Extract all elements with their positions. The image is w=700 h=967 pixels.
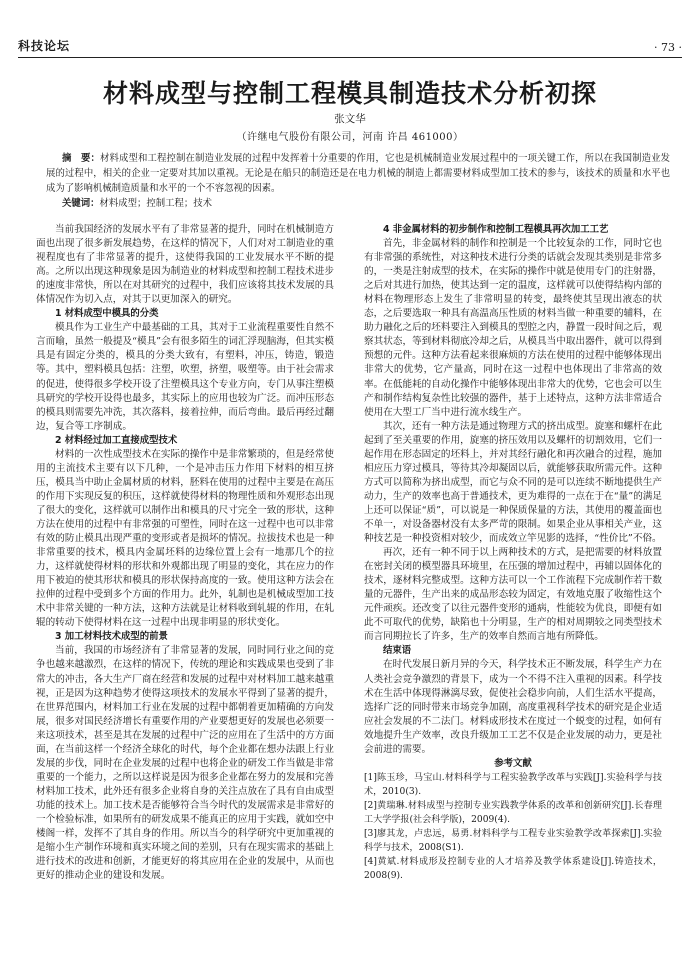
conclusion-paragraph: 在时代发展日新月异的今天，科学技术正不断发展，科学生产力在人类社会竞争激烈的背景下，成为一个不得不注入重视的因素。科学技术在生活中体现得淋漓尽致，促使社会稳步向前，人们生活水平提高，选择广泛的同时带来市场竞争加剧，高度重视科学技术的研究是企业适应社会发展的不二法门。材料成形技术在度过一个蜕变的过程，如何有效地提升生产效率，改良升级加工工艺不仅是企业发展的动力，更是社会前进的需要。 <box>364 659 662 755</box>
keywords-text: 材料成型；控制工程；技术 <box>99 198 213 209</box>
reference-item: [3]廖其龙，卢忠远，易勇.材料科学与工程专业实验教学改革探索[J].实验科学与技术，2008(S1). <box>364 829 662 854</box>
reference-list <box>364 771 662 883</box>
author: 张文华 <box>334 113 366 125</box>
page-number: · 73 · <box>654 41 682 54</box>
reference-item: [1]陈玉珍，马宝山.材料科学与工程实验教学改革与实践[J].实验科学与技术，2010(3). <box>364 772 662 797</box>
abstract-label: 摘 要： <box>62 153 101 164</box>
section-3-heading: 3 加工材料技术成型的前景 <box>55 631 168 643</box>
intro-paragraph: 当前我国经济的发展水平有了非常显著的提升，同时在机械制造方面也出现了很多新发展趋势，在这样的情况下，人们对对工制造业的重视程度也有了非常显著的提升，这使得我国的工业发展水平不断的提高。之所以出现这种现象是因为制造业的材料成型和控制工程技术进步的速度非常快，所以在对其研究的过程中，我们应该将其技术发展的具体情况作为切入点，对其于以更加深入的研究。 <box>36 224 334 306</box>
left-column <box>36 223 334 883</box>
keywords-label: 关键词： <box>62 198 100 209</box>
section-4-paragraph-1: 首先，非金属材料的制作和控制是一个比较复杂的工作，同时它也有非常强的系统性，对这种技术进行分类的话就会发现其类别是非常多的，一类是注射成型的技术，在实际的操作中就是使用专门的注射器，之后对其进行加热，使其达到一定的温度，这样就可以使得结构内部的材料在物理形态上发生了非常明显的转变，最终使其呈现出液态的状态，之后要选取一种具有高温高压性质的材料当做一种重要的辅料，在助力融化之后的坯料要注入到模具的型腔之内，静置一段时间之后，观察其状态，等到材料彻底冷却之后，从模具当中取出器件，就可以得到预想的元件。这种方法看起来很麻烦的方法在使用的过程中能够体现出非常大的优势，它产量高，同时在这一过程中也体现出了非常高的效率。在低能耗的自动化操作中能够体现出非常大的优势，它也会可以生产和制作结构复杂性比较强的器件，基于上述特点，这种方法非常适合使用在大型工厂当中进行流水线生产。 <box>364 238 662 418</box>
keywords <box>62 197 670 211</box>
right-column <box>364 223 662 883</box>
section-1-paragraph: 模具作为工业生产中最基础的工具，其对于工业流程重要性自然不言而喻，虽然一般提及“模具”会有很多陌生的词汇浮现脑海，但其实模具是有固定分类的，模具的分类大致有，有塑料，冲压，铸造，锻造等。其中，塑料模具包括：注塑，吹塑，挤塑，吸塑等。由于社会需求的促进，使得很多学校开设了注塑模具这个专业方向，专门从事注塑模具研究的学校开设得也最多，其实际上的应用也较为广泛。而冲压形态的模具则需要先冲洗，其次落料，接着拉伸，而后弯曲。最后再经过翻边，复合等工序制成。 <box>36 322 334 432</box>
section-2-paragraph: 材料的一次性成型技术在实际的操作中是非常繁琐的，但是经常使用的主流技术主要有以下几种，一个是冲击压力作用下材料的相互挤压，模具当中助止金属材质的材料，胚料在使用的过程中主要是在高压的作用下实现反复的积压，这样就使得材料的物理性质和外观形态出现了很大的变化，这样就可以制作出和模具的尺寸完全一致的形状，这种方法在使用的过程中有非常强的可塑性，同时在这一过程中也可以非常有效的防止模具出现严重的变形或者是损坏的情况。拉拔技术也是一种非常重要的技术，模具内金属坯料的边缘位置上会有一地那几个的拉力，这样就使得材料的形状和外观都出现了明显的变化，其在应力的作用下被迫的使其形状和模具的形状保持高度的一致。使用这种方法会在拉伸的过程中受到多个方面的作用力。此外，轧制也是机械成型加工技术中非常关键的一种方法，这种方法就是让材料收到轧辊的作用，在轧辊的转动下使得材料在这一过程中出现非明显的形状变化。 <box>36 448 334 629</box>
section-3-paragraph: 当前，我国的市场经济有了非常显著的发展，同时同行业之间的竞争也越来越激烈，在这样的情况下，传统的理论和实践成果也受到了非常大的冲击，各大生产厂商在经营和发展的过程中对材料加工越来越重视，正是因为这种趋势才使得这项技术的发展水平得到了显著的提升，在世界范围内，材料加工行业在发展的过程中都朝着更加精确的方向发展，很多对国民经济增长有重要作用的产业要想更好的发展也必须要一来这项技术，甚至是其在发展的过程中广泛的应用在了生活中的方方面面，在当前这样一个经济全球化的时代，每个企业都在想办法跟上行业发展的步伐，同时在企业发展的过程中也将企业的研发工作当做是非常重要的一个能力，之所以这样说是因为很多企业都在努力的发展和完善材料加工技术，此外还有很多企业将自身的关注点放在了具有自由成型功能的技术上。加工技术是否能够符合当今时代的发展需求是非常好的一个检验标准，如果所有的研发成果不能真正的应用于实践，就如空中楼阁一样，发挥不了其自身的作用。所以当今的科学研究中更加重视的是缩小生产制作环境和真实环境之间的差别，只有在现实需求的基础上进行技术的改进和创新，才能更好的将其应用在企业的发展中，从而也更好的推动企业的建设和发展。 <box>36 645 334 882</box>
section-4-paragraph-2: 其次，还有一种方法是通过物理方式的挤出成型。旋塞和螺杆在此起到了至关重要的作用，旋塞的挤压效用以及螺杆的切割效用，它们一起作用在形态固定的坯料上，并对其经行融化和再次融合的过程，施加相应压力穿过模具，等待其冷却凝固以后，就能够获取所需元件。这种方式可以简称为挤出成型，而它与众不同的是可以连续不断地提供生产动力，生产的效率也高于普通技术，更为难得的一点在于在“量”的满足上还可以保证“质”，可以说是一种保质保量的方法，其使用的覆盖面也不单一，对设备器材没有太多严苛的限制。如果企业从事相关产业，这种技艺是一种投资相对较少，而成效立竿见影的选择，“性价比”不俗。 <box>364 420 662 545</box>
abstract-text: 材料成型和工程控制在制造业发展的过程中发挥着十分重要的作用，它也是机械制造业发展过程中的一项关键工作，所以在我国制造业发展的过程中，相关的企业一定要对其加以重视。无论是在船只的制造还是在电力机械的制造上都需要材料成型加工技术的参与，该技术的质量和水平也成为了影响机械制造质量和水平的一个不容忽视的因素。 <box>46 153 670 194</box>
journal-name: 科技论坛 <box>18 39 71 53</box>
abstract <box>46 151 670 196</box>
references-heading: 参考文献 <box>494 757 532 769</box>
conclusion-heading: 结束语 <box>383 645 412 657</box>
reference-item: [2]黄瑞琳.材料成型与控制专业实践教学体系的改革和创新研究[J].长春理工大学学报(社会科学版)，2009(4). <box>364 800 662 825</box>
reference-item: [4]黄斌.材料成形及控制专业的人才培养及教学体系建设[J].铸造技术，2008(9). <box>364 857 662 882</box>
running-header <box>18 34 682 54</box>
affiliation: （许继电气股份有限公司，河南 许昌 461000） <box>236 132 464 143</box>
section-4-paragraph-3: 再次，还有一种不同于以上两种技术的方式，是把需要的材料放置在密封关闭的模型器具环境里，在压强的增加过程中，再辅以固体化的技术，逐材料完整成型。这种方法可以一个工作流程下完成制作若干数量的元器件，生产出来的成品形态较为固定，有效地克服了收缩性这个元件顽疾。还改变了以往元器件变形的通病，性能较为优良，即便有如此不可取代的优势，缺陷也十分明显，生产的相对周期较之同类型技术而言同期拉长了许多，生产的效率自然而言地有所降低。 <box>364 547 662 643</box>
section-2-heading: 2 材料经过加工直接成型技术 <box>55 434 178 446</box>
header-rule <box>18 57 682 58</box>
article-title: 材料成型与控制工程模具制造技术分析初探 <box>102 79 597 108</box>
section-1-heading: 1 材料成型中模具的分类 <box>55 308 159 320</box>
section-4-heading: 4 非金属材料的初步制作和控制工程模具再次加工工艺 <box>383 224 609 235</box>
